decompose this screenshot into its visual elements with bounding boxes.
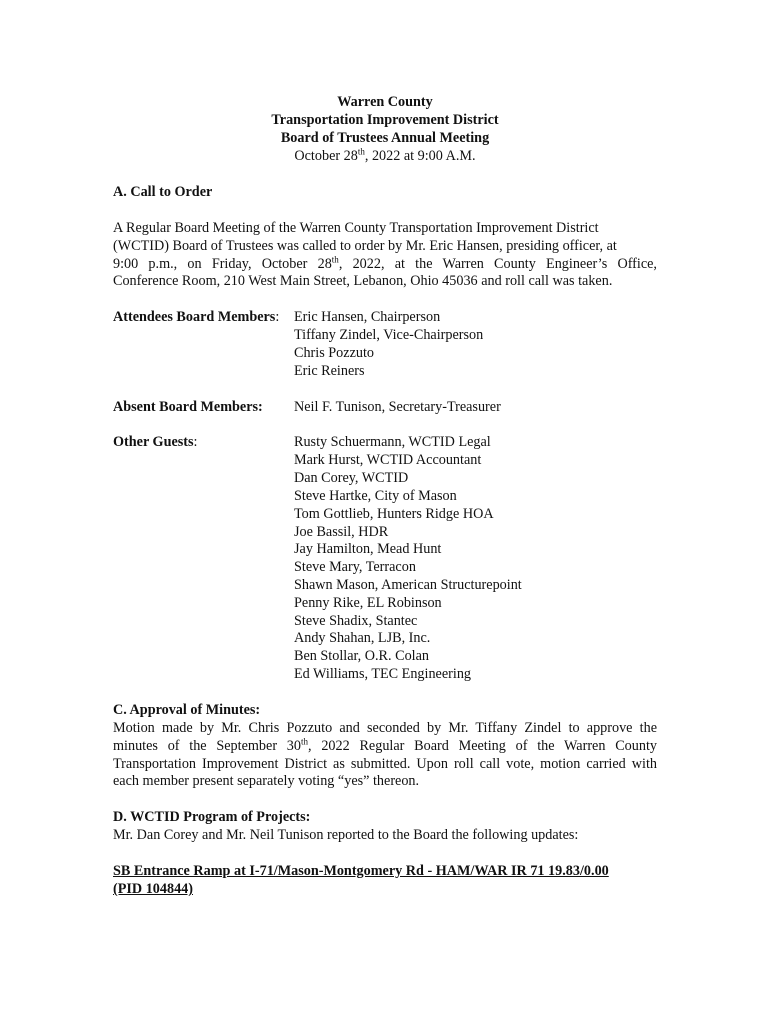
attendee-name: Chris Pozzuto (294, 345, 374, 361)
guest-name: Andy Shahan, LJB, Inc. (294, 630, 431, 646)
guest-name: Rusty Schuermann, WCTID Legal (294, 434, 491, 450)
call-to-order-line-3: 9:00 p.m., on Friday, October 28th, 2022, at the Warren County Engineer’s Office, (113, 254, 657, 272)
minutes-line-3: Transportation Improvement District as submitted. Upon roll call vote, motion carried with (113, 756, 657, 772)
guest-name: Steve Shadix, Stantec (294, 613, 418, 629)
section-heading-minutes: C. Approval of Minutes: (113, 702, 261, 718)
title-meeting: Board of Trustees Annual Meeting (280, 130, 490, 146)
call-to-order-line-2: (WCTID) Board of Trustees was called to order by Mr. Eric Hansen, presiding officer, at (113, 238, 617, 254)
guest-name: Joe Bassil, HDR (294, 524, 389, 540)
guest-name: Ben Stollar, O.R. Colan (294, 648, 429, 664)
title-district: Transportation Improvement District (271, 112, 499, 128)
guest-name: Jay Hamilton, Mead Hunt (294, 541, 442, 557)
attendee-name: Tiffany Zindel, Vice-Chairperson (294, 327, 484, 343)
project-title-line-1: SB Entrance Ramp at I-71/Mason-Montgomery Rd - HAM/WAR IR 71 19.83/0.00 (113, 863, 609, 879)
absent-name: Neil F. Tunison, Secretary-Treasurer (294, 399, 501, 415)
projects-intro: Mr. Dan Corey and Mr. Neil Tunison reported to the Board the following updates: (113, 827, 579, 843)
guest-name: Steve Hartke, City of Mason (294, 488, 457, 504)
minutes-line-1: Motion made by Mr. Chris Pozzuto and seconded by Mr. Tiffany Zindel to approve the (113, 720, 657, 736)
guest-name: Dan Corey, WCTID (294, 470, 409, 486)
guest-name: Ed Williams, TEC Engineering (294, 666, 472, 682)
project-title-line-2: (PID 104844) (113, 881, 193, 897)
minutes-line-4: each member present separately voting “yes” thereon. (113, 773, 420, 789)
section-heading-call-to-order: A. Call to Order (113, 184, 213, 200)
call-to-order-line-4: Conference Room, 210 West Main Street, Lebanon, Ohio 45036 and roll call was taken. (113, 273, 613, 289)
attendee-name: Eric Reiners (294, 363, 365, 379)
meeting-date: October 28th, 2022 at 9:00 A.M. (294, 146, 476, 164)
title-county: Warren County (337, 94, 433, 110)
section-heading-projects: D. WCTID Program of Projects: (113, 809, 311, 825)
minutes-line-2: minutes of the September 30th, 2022 Regular Board Meeting of the Warren County (113, 736, 657, 754)
absent-label: Absent Board Members: (113, 399, 263, 415)
guest-name: Penny Rike, EL Robinson (294, 595, 442, 611)
attendees-label: Attendees Board Members: (113, 309, 280, 325)
guest-name: Steve Mary, Terracon (294, 559, 416, 575)
guests-label: Other Guests: (113, 434, 198, 450)
guest-name: Mark Hurst, WCTID Accountant (294, 452, 482, 468)
guest-name: Tom Gottlieb, Hunters Ridge HOA (294, 506, 494, 522)
attendee-name: Eric Hansen, Chairperson (294, 309, 441, 325)
guest-name: Shawn Mason, American Structurepoint (294, 577, 522, 593)
call-to-order-line-1: A Regular Board Meeting of the Warren County Transportation Improvement District (113, 220, 599, 236)
